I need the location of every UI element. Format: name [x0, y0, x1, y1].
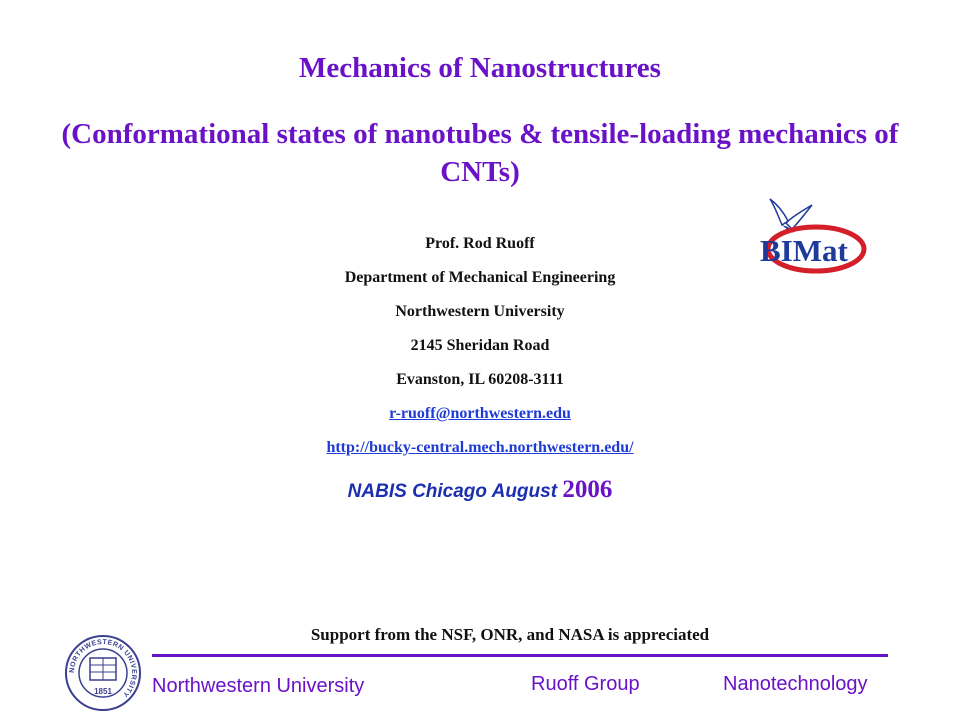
- footer-group: Ruoff Group: [531, 673, 640, 695]
- bimat-logo: [752, 195, 868, 277]
- footer-university: Northwestern University: [152, 675, 365, 697]
- slide-subtitle: (Conformational states of nanotubes & tensile-loading mechanics of CNTs): [61, 118, 899, 188]
- author-name: Prof. Rod Ruoff: [425, 235, 535, 252]
- seal-year: 1851: [94, 687, 112, 696]
- seal-ring-text: NORTHWESTERN UNIVERSITY: [68, 638, 138, 699]
- conference-line: [200, 476, 760, 504]
- support-acknowledgement: Support from the NSF, ONR, and NASA is appreciated: [310, 625, 710, 644]
- website-row: [200, 439, 760, 457]
- city-address: Evanston, IL 60208-3111: [396, 371, 564, 388]
- university-seal-icon: [64, 634, 142, 712]
- slide-title: Mechanics of Nanostructures: [299, 52, 661, 84]
- university-name: Northwestern University: [395, 303, 565, 320]
- conference-name: NABIS Chicago August: [347, 481, 558, 502]
- conference-year: 2006: [562, 476, 613, 503]
- bimat-logo-text: BIMat: [760, 233, 848, 268]
- street-address: 2145 Sheridan Road: [410, 337, 550, 354]
- department-name: Department of Mechanical Engineering: [344, 269, 616, 286]
- footer-divider: [152, 654, 888, 657]
- email-link[interactable]: r-ruoff@northwestern.edu: [389, 405, 571, 422]
- footer-topic: Nanotechnology: [723, 673, 868, 695]
- website-link[interactable]: http://bucky-central.mech.northwestern.edu/: [326, 439, 634, 456]
- email-row: [200, 405, 760, 423]
